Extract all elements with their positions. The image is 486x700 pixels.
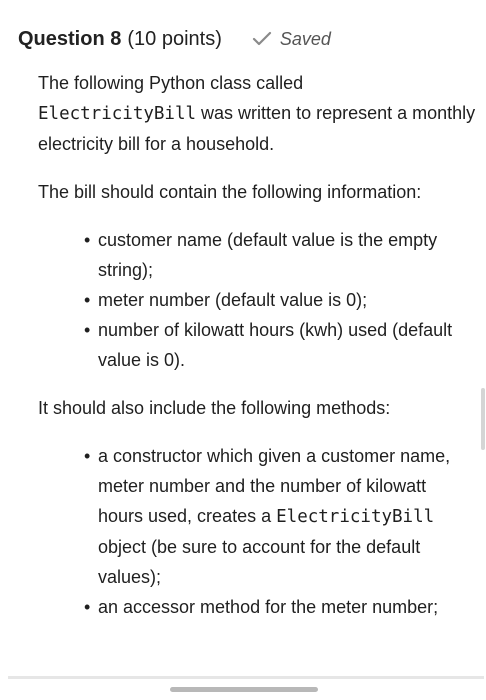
methods-intro-paragraph: It should also include the following methods: — [38, 398, 391, 418]
bullet: • — [84, 320, 91, 340]
question-body — [38, 68, 478, 622]
methods-list — [84, 441, 464, 622]
method-2-text: an accessor method for the meter number; — [98, 597, 439, 617]
info-intro-paragraph: The bill should contain the following information: — [38, 182, 422, 202]
question-header — [18, 24, 331, 54]
list-item-text: customer name (default value is the empty string); — [98, 230, 438, 280]
list-item — [84, 225, 464, 285]
intro-text-after: was written to represent a monthly electricity bill for a household. — [38, 103, 476, 154]
class-name-code: ElectricityBill — [38, 104, 197, 124]
vertical-scrollbar[interactable] — [481, 388, 485, 450]
question-label: Question 8 — [18, 27, 122, 50]
bullet: • — [84, 230, 91, 250]
method-1-text-before: a constructor which given a customer name, meter number and the number of kilowatt hours used, creates a — [98, 446, 451, 526]
horizontal-scrollbar[interactable] — [170, 687, 318, 692]
intro-paragraph — [38, 68, 478, 159]
saved-text: Saved — [279, 28, 331, 49]
method-1-code: ElectricityBill — [276, 507, 435, 527]
horizontal-scroll-track — [8, 676, 484, 679]
bullet: • — [84, 597, 91, 617]
intro-text-before: The following Python class called — [38, 73, 304, 93]
info-list — [84, 225, 464, 375]
question-points: (10 points) — [127, 27, 222, 50]
method-1-text-after: object (be sure to account for the default values); — [98, 537, 421, 587]
check-icon — [252, 31, 272, 47]
saved-status — [252, 29, 331, 50]
bullet: • — [84, 446, 91, 466]
list-item — [84, 285, 464, 315]
list-item — [84, 315, 464, 375]
list-item — [84, 441, 464, 592]
list-item — [84, 592, 464, 622]
bullet: • — [84, 290, 91, 310]
list-item-text: meter number (default value is 0); — [98, 290, 368, 310]
list-item-text: number of kilowatt hours (kwh) used (default value is 0). — [98, 320, 453, 370]
